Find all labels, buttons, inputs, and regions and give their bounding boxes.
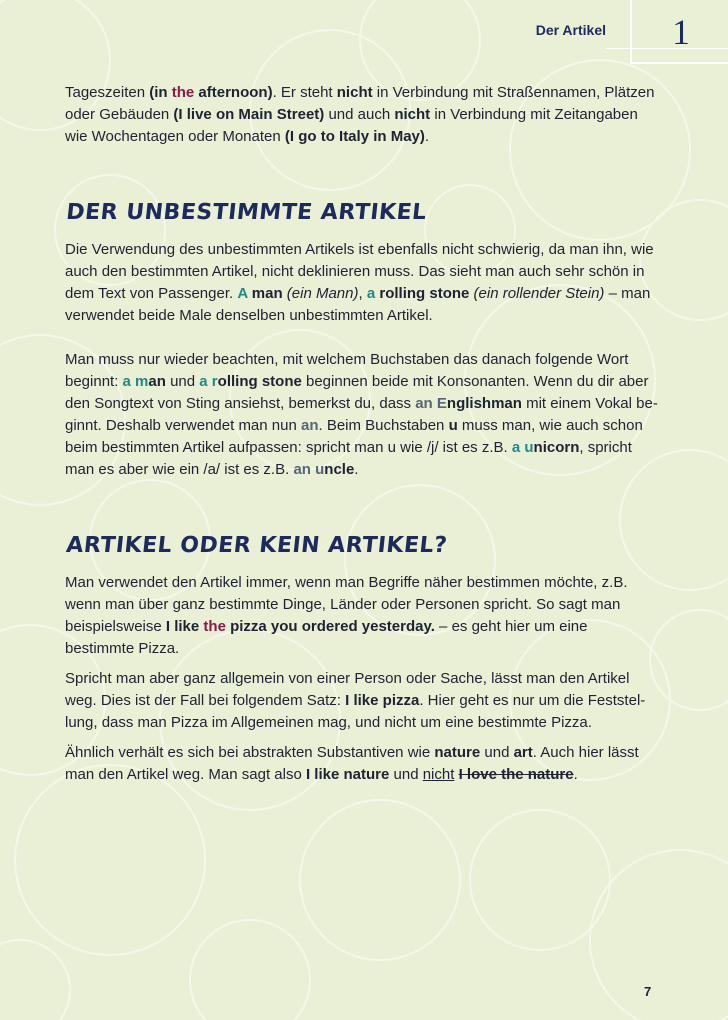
chapter-marker [630, 0, 728, 64]
chapter-number: 1 [672, 12, 690, 52]
section-title: Der Artikel [535, 22, 606, 38]
heading-indefinite-article: DER UNBESTIMMTE ARTIKEL [65, 200, 428, 225]
paragraph-intro: Tageszeiten (in the afternoon). Er steht nicht in Verbindung mit Straßennamen, Plätzen oder Gebäuden (I live on Main Street) und auch nicht in Verbindung mit Zeitangaben wie Wochentagen oder Monaten (I go to Italy in May). [65, 84, 655, 145]
paragraph-consonant-vowel: Man muss nur wieder beachten, mit welchem Buchstaben das danach folgende Wort beginnt: a man und a rolling stone beginnen beide mit Konsonanten. Wenn du dir aber den Songtext von Sting ansiehst, bemerkst du, dass an Englishman mit einem Vokal be-ginnt. Deshalb verwendet man nun an. Beim Buchstaben u muss man, wie auch schon beim bestimmten Artikel aufpassen: spricht man u wie /j/ ist es z.B. a unicorn, spricht man es aber wie ein /a/ ist es z.B. an uncle. [65, 351, 658, 478]
heading-article-or-none: ARTIKEL ODER KEIN ARTIKEL? [65, 533, 449, 558]
paragraph-abstract-nouns: Ähnlich verhält es sich bei abstrakten Substantiven wie nature und art. Auch hier lässt man den Artikel weg. Man sagt also I like nature und nicht I love the nature. [65, 744, 639, 783]
paragraph-indefinite-usage: Die Verwendung des unbestimmten Artikels ist ebenfalls nicht schwierig, da man ihn, wie auch den bestimmten Artikel, nicht deklinieren muss. Das sieht man auch sehr schön in dem Text von Passenger. A man (ein Mann), a rolling stone (ein rollender Stein) – man verwendet beide Male denselben unbestimmten Artikel. [65, 241, 654, 324]
page-number: 7 [644, 984, 652, 999]
paragraph-general-usage: Spricht man aber ganz allgemein von einer Person oder Sache, lässt man den Artikel weg. Dies ist der Fall bei folgendem Satz: I like pizza. Hier geht es nur um die Feststel-lung, dass man Pizza im Allgemeinen mag, und nicht um eine bestimmte Pizza. [65, 670, 646, 731]
paragraph-specific-usage: Man verwendet den Artikel immer, wenn man Begriffe näher bestimmen möchte, z.B. wenn man über ganz bestimmte Dinge, Länder oder Personen spricht. So sagt man beispielsweise I like the pizza you ordered yesterday. – es geht hier um eine bestimmte Pizza. [65, 574, 628, 657]
main-content [65, 82, 660, 786]
